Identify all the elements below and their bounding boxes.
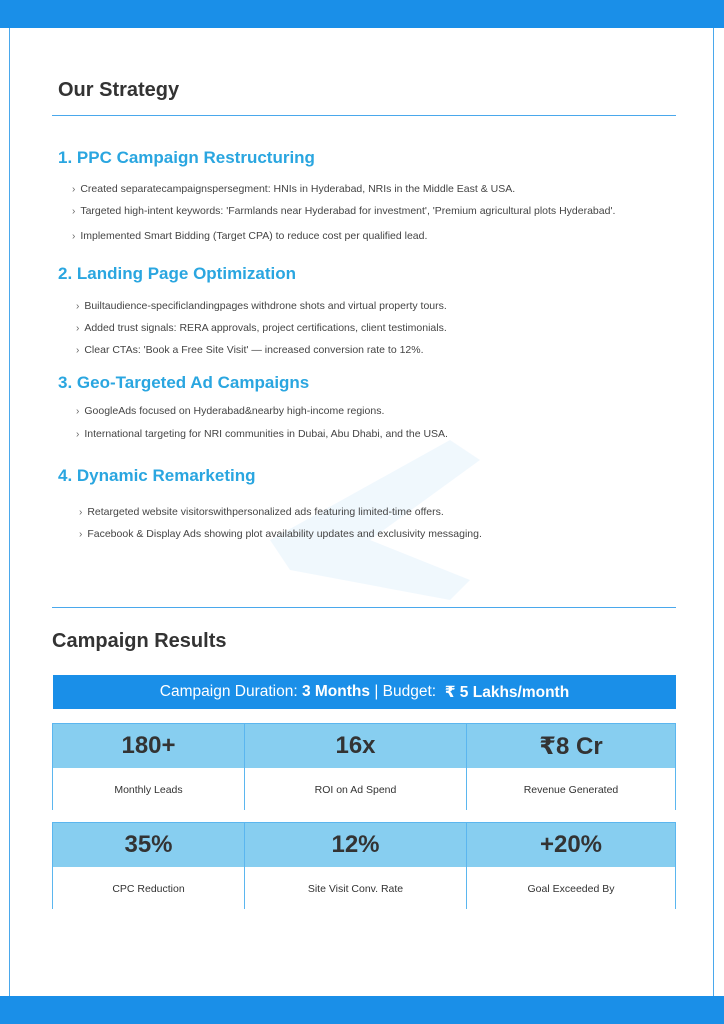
chevron-right-icon: › — [72, 206, 76, 217]
chevron-right-icon: › — [76, 323, 80, 334]
top-banner — [0, 0, 724, 28]
bullet-item: › Retargeted website visitorswithpersonalized ads featuring limited-time offers. — [79, 506, 444, 518]
metrics-row-1 — [52, 723, 676, 810]
bullet-item: › Clear CTAs: 'Book a Free Site Visit' — increased conversion rate to 12%. — [76, 344, 424, 356]
bullet-item: › International targeting for NRI communities in Dubai, Abu Dhabi, and the USA. — [76, 428, 448, 440]
metric-card — [467, 724, 675, 809]
metric-card — [245, 823, 467, 908]
metric-label: Goal Exceeded By — [467, 867, 675, 910]
separator: | — [374, 683, 379, 700]
budget-value: ₹ 5 Lakhs/month — [444, 683, 570, 701]
chevron-right-icon: › — [72, 184, 76, 195]
bullet-item: › GoogleAds focused on Hyderabad&nearby high-income regions. — [76, 405, 385, 417]
metric-label: Monthly Leads — [53, 768, 244, 811]
chevron-right-icon: › — [79, 529, 83, 540]
chevron-right-icon: › — [76, 406, 80, 417]
metric-card — [53, 724, 245, 809]
results-divider — [52, 607, 676, 608]
metric-value: 180+ — [53, 724, 244, 768]
metrics-row-2 — [52, 822, 676, 909]
metric-value: +20% — [467, 823, 675, 867]
bullet-item: › Targeted high-intent keywords: 'Farmlands near Hyderabad for investment', 'Premium agricultural plots Hyderabad'. — [72, 205, 616, 217]
strategy-title: Our Strategy — [58, 79, 180, 101]
left-border — [9, 28, 10, 996]
metric-value: ₹8 Cr — [467, 724, 675, 768]
metric-label: Site Visit Conv. Rate — [245, 867, 466, 910]
budget-label: Budget: — [382, 683, 437, 700]
results-title: Campaign Results — [52, 630, 227, 652]
duration-value: 3 Months — [301, 683, 370, 700]
chevron-right-icon: › — [79, 507, 83, 518]
metric-value: 35% — [53, 823, 244, 867]
chevron-right-icon: › — [72, 231, 76, 242]
bullet-item: › Facebook & Display Ads showing plot availability updates and exclusivity messaging. — [79, 528, 482, 540]
metric-value: 12% — [245, 823, 466, 867]
chevron-right-icon: › — [76, 429, 80, 440]
right-border — [713, 28, 714, 996]
metric-label: ROI on Ad Spend — [245, 768, 466, 811]
metric-value: 16x — [245, 724, 466, 768]
bullet-item: › Created separatecampaignspersegment: HNIs in Hyderabad, NRIs in the Middle East & USA. — [72, 183, 516, 195]
section-heading-landing-page: 2. Landing Page Optimization — [58, 264, 297, 283]
bullet-item: › Implemented Smart Bidding (Target CPA) to reduce cost per qualified lead. — [72, 230, 428, 242]
metric-card — [245, 724, 467, 809]
section-heading-remarketing: 4. Dynamic Remarketing — [58, 466, 256, 485]
chevron-right-icon: › — [76, 301, 80, 312]
section-heading-geo-targeted: 3. Geo-Targeted Ad Campaigns — [58, 373, 310, 392]
chevron-right-icon: › — [76, 345, 80, 356]
metric-label: Revenue Generated — [467, 768, 675, 811]
strategy-divider — [52, 115, 676, 116]
bottom-banner — [0, 996, 724, 1024]
duration-label: Campaign Duration: — [159, 683, 298, 700]
campaign-duration-banner — [53, 675, 676, 709]
metric-label: CPC Reduction — [53, 867, 244, 910]
metric-card — [53, 823, 245, 908]
section-heading-ppc: 1. PPC Campaign Restructuring — [58, 148, 315, 167]
bullet-item: › Builtaudience-specificlandingpages withdrone shots and virtual property tours. — [76, 300, 447, 312]
metric-card — [467, 823, 675, 908]
bullet-item: › Added trust signals: RERA approvals, project certifications, client testimonials. — [76, 322, 447, 334]
